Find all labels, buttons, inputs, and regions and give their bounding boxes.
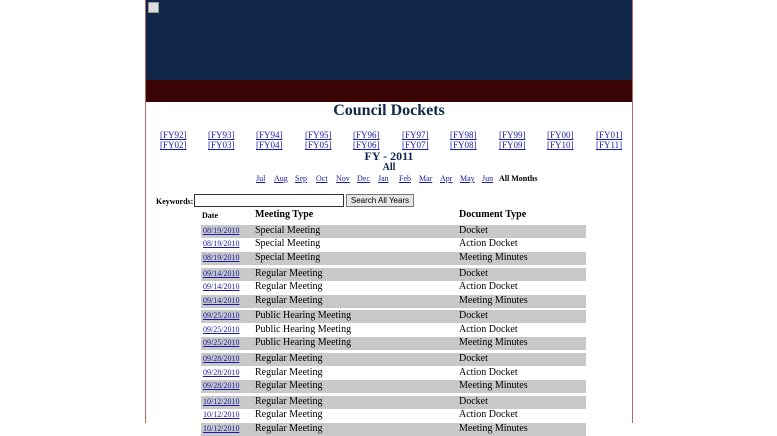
- keywords-label: Keywords:: [156, 197, 194, 206]
- row-date-link[interactable]: 09/14/2010: [203, 268, 240, 278]
- row-date-link[interactable]: 09/28/2010: [203, 367, 240, 377]
- row-date-link[interactable]: 09/28/2010: [203, 354, 240, 364]
- fy-link[interactable]: [FY02]: [160, 140, 187, 150]
- month-link[interactable]: Aug: [274, 174, 288, 183]
- fy-link[interactable]: [FY06]: [353, 140, 380, 150]
- month-link[interactable]: Dec: [357, 174, 370, 183]
- table-row: [201, 396, 586, 409]
- row-document-type: Docket: [459, 267, 488, 279]
- banner-image: [148, 2, 161, 13]
- row-document-type: Action Docket: [459, 409, 518, 421]
- fy-link[interactable]: [FY97]: [402, 130, 429, 140]
- fy-link[interactable]: [FY94]: [256, 130, 283, 140]
- table-row: [201, 324, 586, 337]
- fy-link[interactable]: [FY07]: [402, 140, 429, 150]
- fy-link[interactable]: [FY00]: [547, 130, 574, 140]
- row-meeting-type: Regular Meeting: [255, 366, 323, 378]
- row-document-type: Meeting Minutes: [459, 251, 528, 263]
- table-row: [201, 409, 586, 422]
- table-row: [201, 423, 586, 436]
- header-date: Date: [202, 211, 218, 220]
- row-date-link[interactable]: 08/19/2010: [203, 252, 240, 262]
- row-meeting-type: Regular Meeting: [255, 294, 323, 306]
- fy-link[interactable]: [FY05]: [305, 140, 332, 150]
- nav-bar: [146, 80, 632, 102]
- header-meeting-type: Meeting Type: [255, 209, 314, 220]
- fy-link[interactable]: [FY92]: [160, 130, 187, 140]
- row-meeting-type: Public Hearing Meeting: [255, 310, 352, 322]
- fy-link[interactable]: [FY98]: [450, 130, 477, 140]
- row-document-type: Action Docket: [459, 238, 518, 250]
- row-meeting-type: Public Hearing Meeting: [255, 337, 352, 349]
- keywords-input[interactable]: [194, 194, 344, 207]
- row-date-link[interactable]: 08/19/2010: [203, 226, 240, 235]
- row-document-type: Meeting Minutes: [459, 337, 528, 349]
- month-link[interactable]: Apr: [440, 174, 453, 183]
- table-row: [201, 225, 586, 238]
- row-document-type: Docket: [459, 310, 488, 322]
- row-meeting-type: Public Hearing Meeting: [255, 323, 352, 335]
- table-row: [201, 252, 586, 265]
- row-document-type: Docket: [459, 225, 488, 236]
- month-link[interactable]: Jan: [378, 174, 389, 183]
- row-document-type: Action Docket: [459, 323, 518, 335]
- row-date-link[interactable]: 10/12/2010: [203, 396, 240, 406]
- table-row: [201, 268, 586, 281]
- month-link[interactable]: Feb: [399, 174, 411, 183]
- month-link[interactable]: Nov: [336, 174, 350, 183]
- row-meeting-type: Regular Meeting: [255, 267, 323, 279]
- month-link[interactable]: Sep: [295, 174, 307, 183]
- row-document-type: Meeting Minutes: [459, 422, 528, 434]
- row-meeting-type: Special Meeting: [255, 238, 321, 250]
- row-document-type: Docket: [459, 353, 488, 365]
- header-document-type: Document Type: [459, 209, 527, 220]
- table-row: [201, 353, 586, 366]
- fy-link[interactable]: [FY10]: [547, 140, 574, 150]
- table-row: [201, 295, 586, 308]
- table-row: [201, 380, 586, 393]
- fy-link[interactable]: [FY93]: [208, 130, 235, 140]
- row-date-link[interactable]: 09/25/2010: [203, 311, 240, 321]
- row-document-type: Docket: [459, 395, 488, 407]
- row-meeting-type: Regular Meeting: [255, 353, 323, 365]
- search-all-years-button[interactable]: Search All Years: [346, 194, 414, 207]
- row-date-link[interactable]: 09/14/2010: [203, 295, 240, 305]
- fy-link[interactable]: [FY99]: [499, 130, 526, 140]
- row-meeting-type: Regular Meeting: [255, 281, 323, 293]
- row-date-link[interactable]: 09/14/2010: [203, 282, 240, 292]
- all-label: All: [382, 162, 396, 173]
- table-row: [201, 281, 586, 294]
- fy-link[interactable]: [FY96]: [353, 130, 380, 140]
- month-link[interactable]: Mar: [419, 174, 433, 183]
- fy-link[interactable]: [FY09]: [499, 140, 526, 150]
- table-row: [201, 310, 586, 323]
- row-meeting-type: Special Meeting: [255, 225, 321, 236]
- row-date-link[interactable]: 10/12/2010: [203, 410, 240, 420]
- row-date-link[interactable]: 08/19/2010: [203, 239, 240, 249]
- month-link[interactable]: Jun: [482, 174, 494, 183]
- row-document-type: Meeting Minutes: [459, 379, 528, 391]
- fy-link[interactable]: [FY01]: [596, 130, 623, 140]
- row-date-link[interactable]: 09/25/2010: [203, 338, 240, 348]
- month-link[interactable]: Jul: [256, 174, 266, 183]
- header-banner: [146, 0, 632, 80]
- row-date-link[interactable]: 09/25/2010: [203, 324, 240, 334]
- row-document-type: Meeting Minutes: [459, 294, 528, 306]
- fy-link[interactable]: [FY11]: [596, 140, 623, 150]
- row-meeting-type: Regular Meeting: [255, 422, 323, 434]
- month-link[interactable]: May: [460, 174, 475, 183]
- row-document-type: Action Docket: [459, 281, 518, 293]
- row-document-type: Action Docket: [459, 366, 518, 378]
- table-row: [201, 238, 586, 251]
- page-container: [145, 0, 633, 434]
- all-months-current: All Months: [499, 174, 538, 183]
- table-row: [201, 367, 586, 380]
- fy-link[interactable]: [FY04]: [256, 140, 283, 150]
- table-row: [201, 337, 586, 350]
- row-date-link[interactable]: 09/28/2010: [203, 380, 240, 390]
- row-meeting-type: Regular Meeting: [255, 395, 323, 407]
- page-title: Council Dockets: [333, 102, 445, 119]
- current-fiscal-year: FY - 2011: [364, 149, 414, 163]
- broken-image-icon: [148, 2, 159, 13]
- row-meeting-type: Special Meeting: [255, 251, 321, 263]
- row-date-link[interactable]: 10/12/2010: [203, 423, 240, 433]
- month-link[interactable]: Oct: [316, 174, 328, 183]
- fy-link[interactable]: [FY03]: [208, 140, 235, 150]
- fy-link[interactable]: [FY08]: [450, 140, 477, 150]
- row-meeting-type: Regular Meeting: [255, 409, 323, 421]
- fy-link[interactable]: [FY95]: [305, 130, 332, 140]
- row-meeting-type: Regular Meeting: [255, 379, 323, 391]
